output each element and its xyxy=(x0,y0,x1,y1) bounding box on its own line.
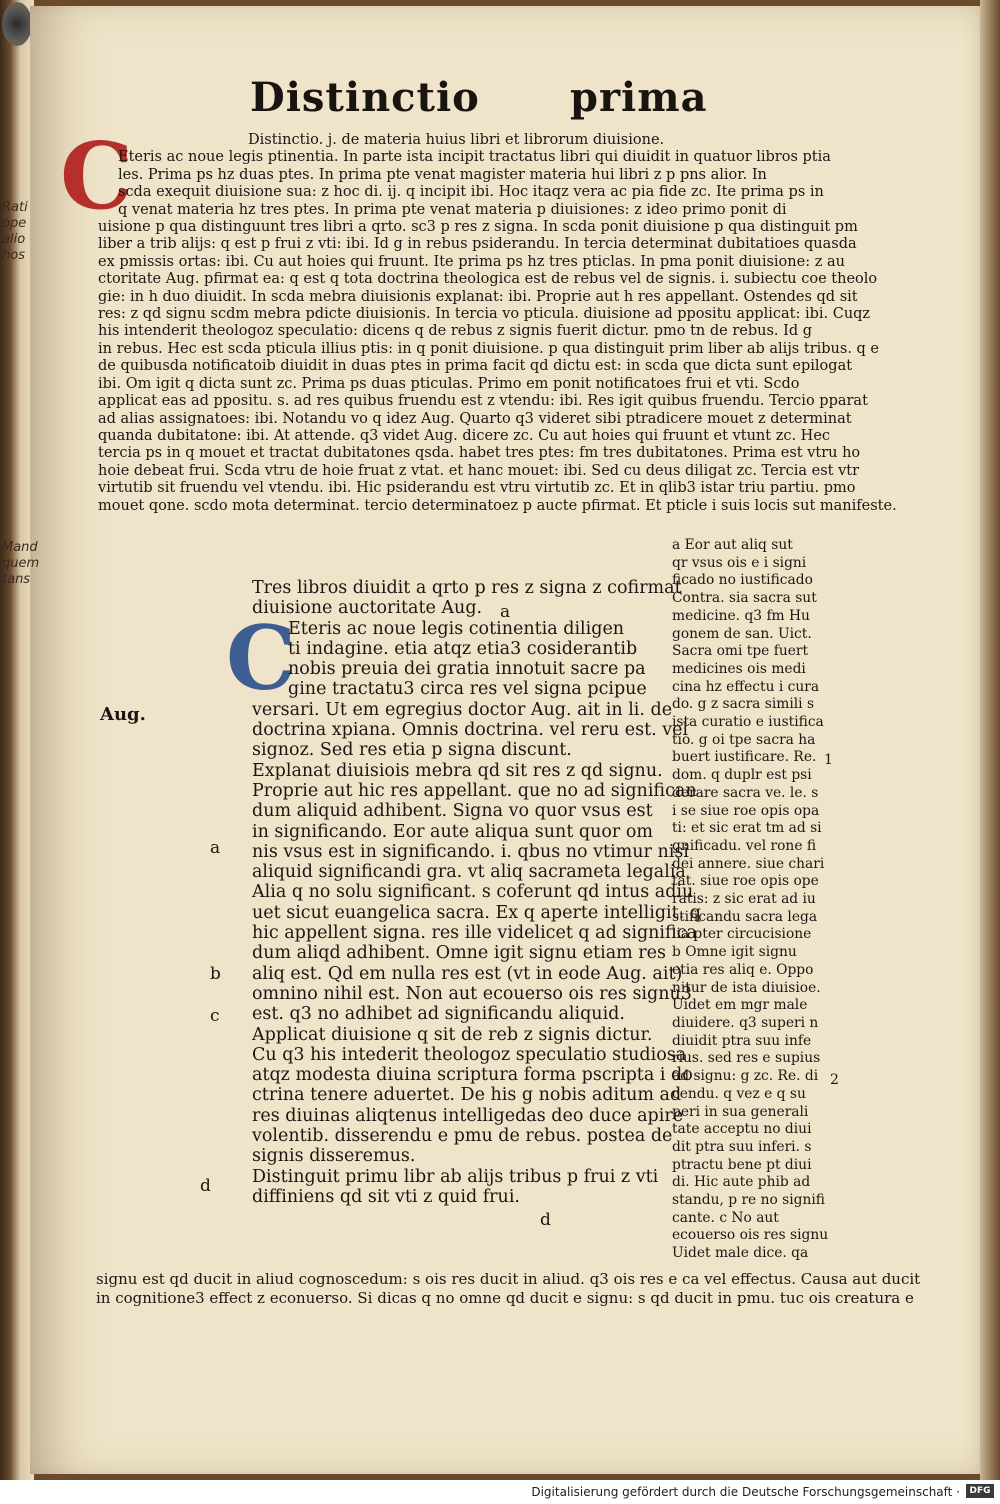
main-text-line: diffiniens qd sit vti z quid frui. xyxy=(252,1186,520,1207)
top-commentary-line: scda exequit diuisione sua: z hoc di. ij. q incipit ibi. Hoc itaqz vera ac pia fide zc. Ite prima ps in xyxy=(118,184,824,201)
heading-left: Distinctio xyxy=(250,74,480,121)
margin-number-2: 2 xyxy=(830,1072,839,1088)
decorated-initial-red: C xyxy=(60,122,134,230)
side-gloss-line: medicines ois medi xyxy=(672,660,806,677)
main-text-line: dum aliqd adhibent. Omne igit signu etiam res xyxy=(252,943,667,964)
side-gloss-line: tio. g oi tpe sacra ha xyxy=(672,731,816,748)
main-text-line: ctrina tenere aduertet. De his g nobis aditum ad xyxy=(252,1085,682,1106)
margin-letter-a: a xyxy=(210,838,221,858)
side-gloss-line: cendu. q vez e q su xyxy=(672,1085,806,1102)
heading-right: prima xyxy=(570,74,708,121)
main-text-line: est. q3 no adhibet ad significandu aliquid. xyxy=(252,1004,625,1025)
top-commentary-line: tercia ps in q mouet et tractat dubitatones qsda. habet tres ptes: fm tres dubitatones. Prima est vtru ho xyxy=(98,445,861,462)
footer-credit: Digitalisierung gefördert durch die Deutsche Forschungsgemeinschaft · xyxy=(531,1485,960,1499)
top-commentary-line: q venat materia hz tres ptes. In prima pte venat materia p diuisiones: z ideo primo ponit di xyxy=(118,201,787,218)
top-commentary-line: quanda dubitatone: ibi. At attende. q3 videt Aug. dicere zc. Cu aut hoies qui fruunt et vtunt zc. Hec xyxy=(98,427,831,444)
decorated-initial-blue: C xyxy=(226,606,297,710)
side-gloss-line: stificandu sacra lega xyxy=(672,908,818,925)
main-text-line: ti indagine. etia atqz etia3 cosiderantib xyxy=(288,638,638,659)
margin-letter-d: d xyxy=(540,1210,551,1230)
side-gloss-line: rius. sed res e supius xyxy=(672,1050,821,1067)
main-text-line: hic appellent signa. res ille videlicet q ad significa xyxy=(252,923,697,944)
side-gloss-line: i se siue roe opis opa xyxy=(672,802,820,819)
top-commentary-line: applicat eas ad ppositu. s. ad res quibus fruendu est z vtendu: ibi. Res igit quibus fruendu. Tercio pparat xyxy=(98,393,868,410)
main-text-line: aliq est. Qd em nulla res est (vt in eode Aug. ait) xyxy=(252,963,683,984)
side-gloss-line: gnificadu. vel rone fi xyxy=(672,837,817,854)
side-gloss-line: diuidit ptra suu infe xyxy=(672,1032,812,1049)
side-gloss-line: b Omne igit signu xyxy=(672,944,797,961)
facing-page-bleed-2: Mand quem tans xyxy=(2,540,40,587)
main-text-line: omnino nihil est. Non aut ecouerso ois res signu3 xyxy=(252,983,692,1004)
main-text-line: signoz. Sed res etia p signa discunt. xyxy=(252,740,572,761)
side-gloss-line: nitur de ista diuisioe. xyxy=(672,979,821,996)
facing-page-bleed-1: Rati ope alio hos xyxy=(2,200,28,263)
side-gloss-line: diuidere. q3 superi n xyxy=(672,1014,819,1031)
side-gloss-line: cante. c No aut xyxy=(672,1209,779,1226)
bottom-commentary-line: in cognitione3 effect z econuerso. Si dicas q no omne qd ducit e signu: s qd ducit in pmu. tuc ois creatura e xyxy=(96,1289,914,1307)
top-commentary-block xyxy=(98,132,897,515)
main-text-line: Cu q3 his intederit theologoz speculatio studiosa xyxy=(252,1044,687,1065)
side-gloss-line: ti: et sic erat tm ad si xyxy=(672,820,822,837)
dfg-logo: DFG xyxy=(966,1484,994,1498)
top-commentary-line: ibi. Om igit q dicta sunt zc. Prima ps duas pticulas. Primo em ponit notificatoes frui et vti. Scdo xyxy=(98,375,800,392)
side-gloss-line: Uidet male dice. qa xyxy=(672,1245,809,1262)
main-text-line: Eteris ac noue legis cotinentia diligen xyxy=(288,618,625,639)
top-commentary-line: Eteris ac noue legis ptinentia. In parte ista incipit tractatus libri qui diuidit in quatuor libros ptia xyxy=(118,149,831,166)
side-gloss-line: tat. siue roe opis ope xyxy=(672,873,819,890)
side-gloss-line: gonem de san. Uict. xyxy=(672,625,812,642)
main-text-line: nis vsus est in significando. i. qbus no vtimur nisi xyxy=(252,841,689,862)
page-right-edge xyxy=(980,0,1000,1480)
margin-letter-a-top: a xyxy=(500,602,511,622)
side-gloss-line: Sacra omi tpe fuert xyxy=(672,643,809,660)
bottom-commentary-line: signu est qd ducit in aliud cognoscedum: s ois res ducit in aliud. q3 ois res e ca vel effectus. Causa aut ducit xyxy=(96,1270,921,1288)
top-commentary-line: uisione p qua distinguunt tres libri a qrto. sc3 p res z signa. In scda ponit diuisione p qua distinguit pm xyxy=(98,219,858,236)
main-text-line: Distinguit primu libr ab alijs tribus p frui z vti xyxy=(252,1166,659,1187)
side-gloss-line: qr vsus ois e i signi xyxy=(672,554,807,571)
top-commentary-line: virtutib sit fruendu vel vtendu. ibi. Hic psiderandu est vtru virtutib zc. Et in qlib3 istar triu partiu. pmo xyxy=(98,480,856,497)
main-text-line: dum aliquid adhibent. Signa vo quor vsus est xyxy=(252,801,653,822)
top-commentary-line: les. Prima ps hz duas ptes. In prima pte venat magister materia hui libri z p pns alior. In xyxy=(118,166,767,183)
side-gloss-line: peri in sua generali xyxy=(672,1103,809,1120)
main-text-line: gine tractatu3 circa res vel signa pcipue xyxy=(288,679,647,700)
margin-note-aug: Aug. xyxy=(100,704,146,725)
side-gloss-line: ratis: z sic erat ad iu xyxy=(672,891,816,908)
margin-number-1: 1 xyxy=(824,752,833,768)
margin-letter-c: c xyxy=(210,1006,220,1026)
side-gloss-column xyxy=(672,537,828,1263)
main-text-line: nobis preuia dei gratia innotuit sacre pa xyxy=(288,659,646,680)
bottom-commentary-block xyxy=(96,1270,920,1308)
top-commentary-line: ex pmissis ortas: ibi. Cu aut hoies qui fruunt. Ite prima ps hz tres pticlas. In pma ponit diuisione: z au xyxy=(98,253,845,270)
main-text-line: Tres libros diuidit a qrto p res z signa z cofirmat xyxy=(252,578,682,598)
side-gloss-line: ad signu: g zc. Re. di xyxy=(672,1068,819,1085)
top-commentary-line: liber a trib alijs: q est p frui z vti: ibi. Id g in rebus psiderandu. In tercia determinat dubitatioes quasda xyxy=(98,236,857,253)
side-gloss-line: etia res aliq e. Oppo xyxy=(672,961,814,978)
top-commentary-line: ctoritate Aug. pfirmat ea: q est q tota doctrina theologica est de rebus vel de signis. i. subiectu coe theolo xyxy=(98,271,878,288)
margin-letter-d-left: d xyxy=(200,1176,211,1196)
main-text-line: Alia q no solu significant. s coferunt qd intus adiu xyxy=(252,882,694,903)
side-gloss-line: derare sacra ve. le. s xyxy=(672,784,819,801)
main-text-line: signis disseremus. xyxy=(252,1146,416,1167)
side-gloss-line: do. g z sacra simili s xyxy=(672,696,815,713)
main-text-line: Applicat diuisione q sit de reb z signis dictur. xyxy=(252,1024,653,1045)
binding-hole xyxy=(2,2,32,46)
side-gloss-line: di. Hic aute phib ad xyxy=(672,1174,811,1191)
main-text-line: uet sicut euangelica sacra. Ex q aperte intelligit. q xyxy=(252,902,701,923)
side-gloss-line: Contra. sia sacra sut xyxy=(672,590,817,607)
side-gloss-line: dom. q duplr est psi xyxy=(672,767,812,784)
side-gloss-line: tate acceptu no diui xyxy=(672,1121,812,1138)
side-gloss-line: ptractu bene pt diui xyxy=(672,1156,812,1173)
side-gloss-line: buert iustificare. Re. xyxy=(672,749,817,766)
main-text-block xyxy=(252,578,701,1207)
side-gloss-line: ista curatio e iustifica xyxy=(672,714,824,731)
main-text-line: volentib. disserendu e pmu de rebus. postea de xyxy=(252,1126,673,1147)
side-gloss-line: medicine. q3 fm Hu xyxy=(672,607,810,624)
main-text-line: in significando. Eor aute aliqua sunt quor om xyxy=(252,821,653,842)
main-text-line: atqz modesta diuina scriptura forma pscripta i do xyxy=(252,1065,693,1086)
side-gloss-line: cina hz effectu i cura xyxy=(672,678,820,695)
top-commentary-line: de quibusda notificatoib diuidit in duas ptes in prima facit qd dictu est: in scda que dicta sunt epilogat xyxy=(98,358,853,375)
side-gloss-line: ficado no iustificado xyxy=(672,572,813,589)
main-text-line: res diuinas aliqtenus intelligedas deo duce apire xyxy=(252,1105,684,1126)
side-gloss-line: lia pter circucisione xyxy=(672,926,812,943)
footer-bar xyxy=(0,1480,1000,1504)
top-commentary-line: hoie debeat frui. Scda vtru de hoie fruat z vtat. et hanc mouet: ibi. Sed cu deus diligat zc. Tercia est vtr xyxy=(98,462,860,479)
margin-letter-b: b xyxy=(210,964,221,984)
top-commentary-line: in rebus. Hec est scda pticula illius ptis: in q ponit diuisione. p qua distinguit prim liber ab alijs tribus. q e xyxy=(98,340,880,357)
main-text-line: versari. Ut em egregius doctor Aug. ait in li. de xyxy=(252,699,673,720)
side-gloss-line: a Eor aut aliq sut xyxy=(672,537,793,553)
main-text-line: diuisione auctoritate Aug. xyxy=(252,598,483,619)
main-text-line: Explanat diuisiois mebra qd sit res z qd signu. xyxy=(252,760,663,781)
top-commentary-line: mouet qone. scdo mota determinat. tercio determinatoez p aucte pfirmat. Et pticle i suis locis sut manifeste. xyxy=(98,497,897,514)
side-gloss-line: Uidet em mgr male xyxy=(672,997,808,1014)
top-commentary-line: his intenderit theologoz speculatio: dicens q de rebus z signis fuerit dictur. pmo tn de rebus. Id g xyxy=(98,323,813,340)
top-commentary-line: gie: in h duo diuidit. In scda mebra diuisionis explanat: ibi. Proprie aut h res appellant. Ostendes qd sit xyxy=(98,288,858,305)
top-commentary-line: res: z qd signu scdm mebra pdicte diuisionis. In tercia vo pticula. diuisione ad ppositu applicat: ibi. Cuqz xyxy=(98,306,871,323)
side-gloss-line: ecouerso ois res signu xyxy=(672,1227,829,1244)
top-commentary-line: Distinctio. j. de materia huius libri et librorum diuisione. xyxy=(248,132,665,148)
main-text-line: doctrina xpiana. Omnis doctrina. vel reru est. vel xyxy=(252,720,689,741)
side-gloss-line: dei annere. siue chari xyxy=(672,855,825,872)
main-text-line: aliquid significandi gra. vt aliq sacrameta legalia xyxy=(252,862,686,883)
top-commentary-line: ad alias assignatoes: ibi. Notandu vo q idez Aug. Quarto q3 videret sibi ptradicere mouet z determinat xyxy=(98,410,852,427)
side-gloss-line: dit ptra suu inferi. s xyxy=(672,1138,812,1155)
side-gloss-line: standu, p re no signifi xyxy=(672,1192,825,1209)
main-text-line: Proprie aut hic res appellant. que no ad significan xyxy=(252,780,697,801)
